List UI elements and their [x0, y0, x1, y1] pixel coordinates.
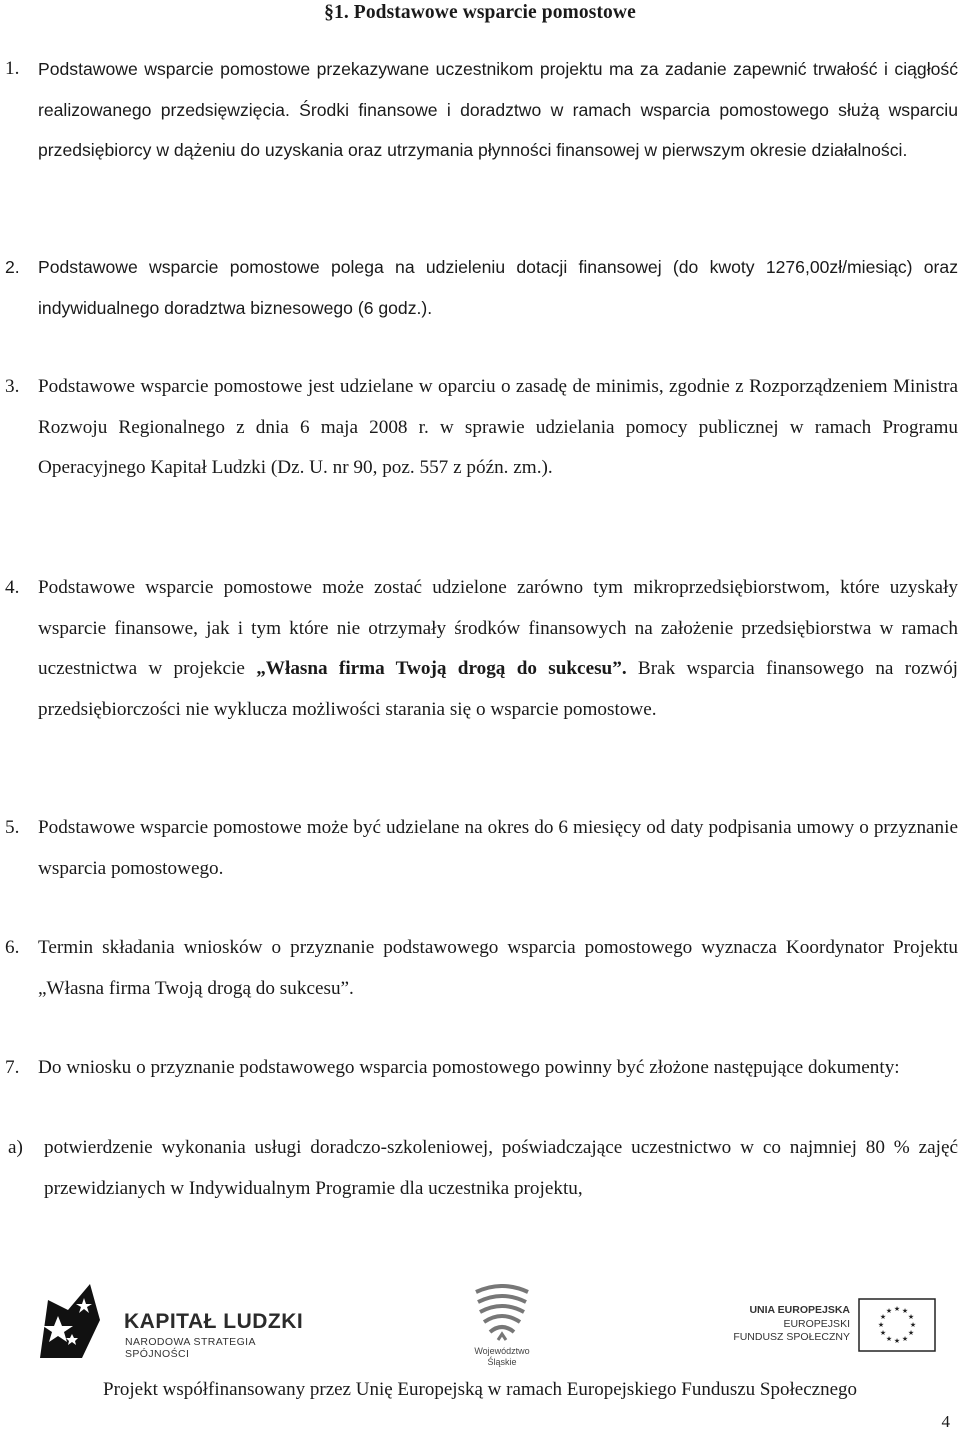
slaskie-emblem-icon [470, 1284, 534, 1342]
logo-row [0, 1280, 960, 1380]
project-name-bold: „Własna firma Twoją drogą do sukcesu”. [256, 658, 627, 679]
point-4 [5, 568, 958, 730]
point-text: Podstawowe wsparcie pomostowe polega na udzieleniu dotacji finansowej (do kwoty 1276,00zł/miesiąc) oraz indywidualnego doradztwa biznesowego (6 godz.). [38, 257, 958, 318]
point-text: Podstawowe wsparcie pomostowe przekazywane uczestnikom projektu ma za zadanie zapewnić trwałość i ciągłość realizowanego przedsięwzięcia. Środki finansowe i doradztwo w ramach wsparcia pomostowego służą wsparciu przedsiębiorcy w dążeniu do uzyskania oraz utrzymania płynności finansowej w pierwszym okresie działalności. [38, 59, 958, 160]
ue-title: UNIA EUROPEJSKA [749, 1304, 850, 1316]
point-text-cont: w sprawie udzielania pomocy publicznej w ramach Programu Operacyjnego Kapitał Ludzki (Dz. U. nr 90, poz. 557 z późn. zm.). [38, 416, 958, 478]
point-text: Podstawowe wsparcie pomostowe może zostać udzielone zarówno tym mikroprzedsiębiorstwom, które uzyskały wsparcie finansowe, jak i tym które nie otrzymały środków finansowych na założenie przedsiębiorstwa w ramach uczestnictwa w projekcie [38, 577, 958, 679]
wojewodztwo-slaskie-logo [462, 1284, 542, 1374]
point-number: 7. [5, 1057, 20, 1078]
svg-text:★: ★ [907, 1313, 915, 1321]
point-text: Podstawowe wsparcie pomostowe jest udzielane w oparciu o zasadę de minimis, zgodnie z Rozporządzeniem Ministra Rozwoju Regionalnego z dnia 6 maja 2008 r. [38, 376, 958, 438]
subpoint-text: potwierdzenie wykonania usługi doradczo-szkoleniowej, poświadczające uczestnictwo w co najmniej 80 % zajęć przewidzianych w Indywidualnym Programie dla uczestnika projektu, [44, 1137, 958, 1199]
point-1 [5, 49, 958, 171]
svg-text:★: ★ [893, 1305, 901, 1313]
unia-europejska-logo [733, 1298, 938, 1368]
subpoint-a [8, 1128, 958, 1209]
kapital-ludzki-title: KAPITAŁ LUDZKI [124, 1310, 304, 1333]
point-number: 3. [5, 376, 20, 397]
point-5 [5, 808, 958, 889]
ue-subtitle-1: EUROPEJSKI [783, 1318, 850, 1330]
ue-subtitle-2: FUNDUSZ SPOŁECZNY [733, 1331, 850, 1343]
svg-text:★: ★ [877, 1321, 885, 1329]
point-7 [5, 1048, 958, 1089]
point-number: 6. [5, 937, 20, 958]
svg-text:★: ★ [885, 1307, 893, 1315]
svg-text:★: ★ [879, 1313, 887, 1321]
kapital-ludzki-logo [38, 1280, 308, 1360]
svg-text:★: ★ [907, 1329, 915, 1337]
svg-text:★: ★ [901, 1335, 909, 1343]
point-text: Podstawowe wsparcie pomostowe może być udzielane na okres do 6 miesięcy od daty podpisania umowy o przyznanie wsparcia pomostowego. [38, 817, 958, 879]
point-number: 1. [5, 58, 20, 79]
kapital-ludzki-subtitle: NARODOWA STRATEGIA SPÓJNOŚCI [125, 1336, 256, 1360]
point-text: Do wniosku o przyznanie podstawowego wsparcia pomostowego powinny być złożone następujące dokumenty: [38, 1057, 900, 1078]
svg-text:★: ★ [893, 1337, 901, 1345]
wojewodztwo-label: Województwo [474, 1346, 530, 1356]
point-number: 2. [5, 257, 20, 277]
point-6 [5, 928, 958, 1009]
svg-text:★: ★ [885, 1335, 893, 1343]
kapital-ludzki-emblem-icon [38, 1280, 118, 1360]
point-text-cont: Brak wsparcia finansowego na rozwój przedsiębiorczości nie wyklucza możliwości starania się o wsparcie pomostowe. [38, 658, 958, 720]
point-text: Termin składania wniosków o przyznanie podstawowego wsparcia pomostowego wyznacza Koordynator Projektu „Własna firma Twoją drogą do sukcesu”. [38, 937, 958, 999]
page-number: 4 [941, 1412, 950, 1431]
svg-text:★: ★ [909, 1321, 917, 1329]
point-3 [5, 367, 958, 489]
subpoint-label: a) [8, 1137, 23, 1158]
section-title: §1. Podstawowe wsparcie pomostowe [324, 2, 636, 23]
svg-text:★: ★ [879, 1329, 887, 1337]
svg-text:★: ★ [901, 1307, 909, 1315]
cofinancing-footer: Projekt współfinansowany przez Unię Europejską w ramach Europejskiego Funduszu Społecznego [103, 1379, 857, 1400]
point-2 [5, 247, 958, 328]
point-number: 4. [5, 577, 20, 598]
slaskie-label: Śląskie [487, 1357, 517, 1367]
eu-flag-icon [858, 1298, 936, 1352]
point-number: 5. [5, 817, 20, 838]
